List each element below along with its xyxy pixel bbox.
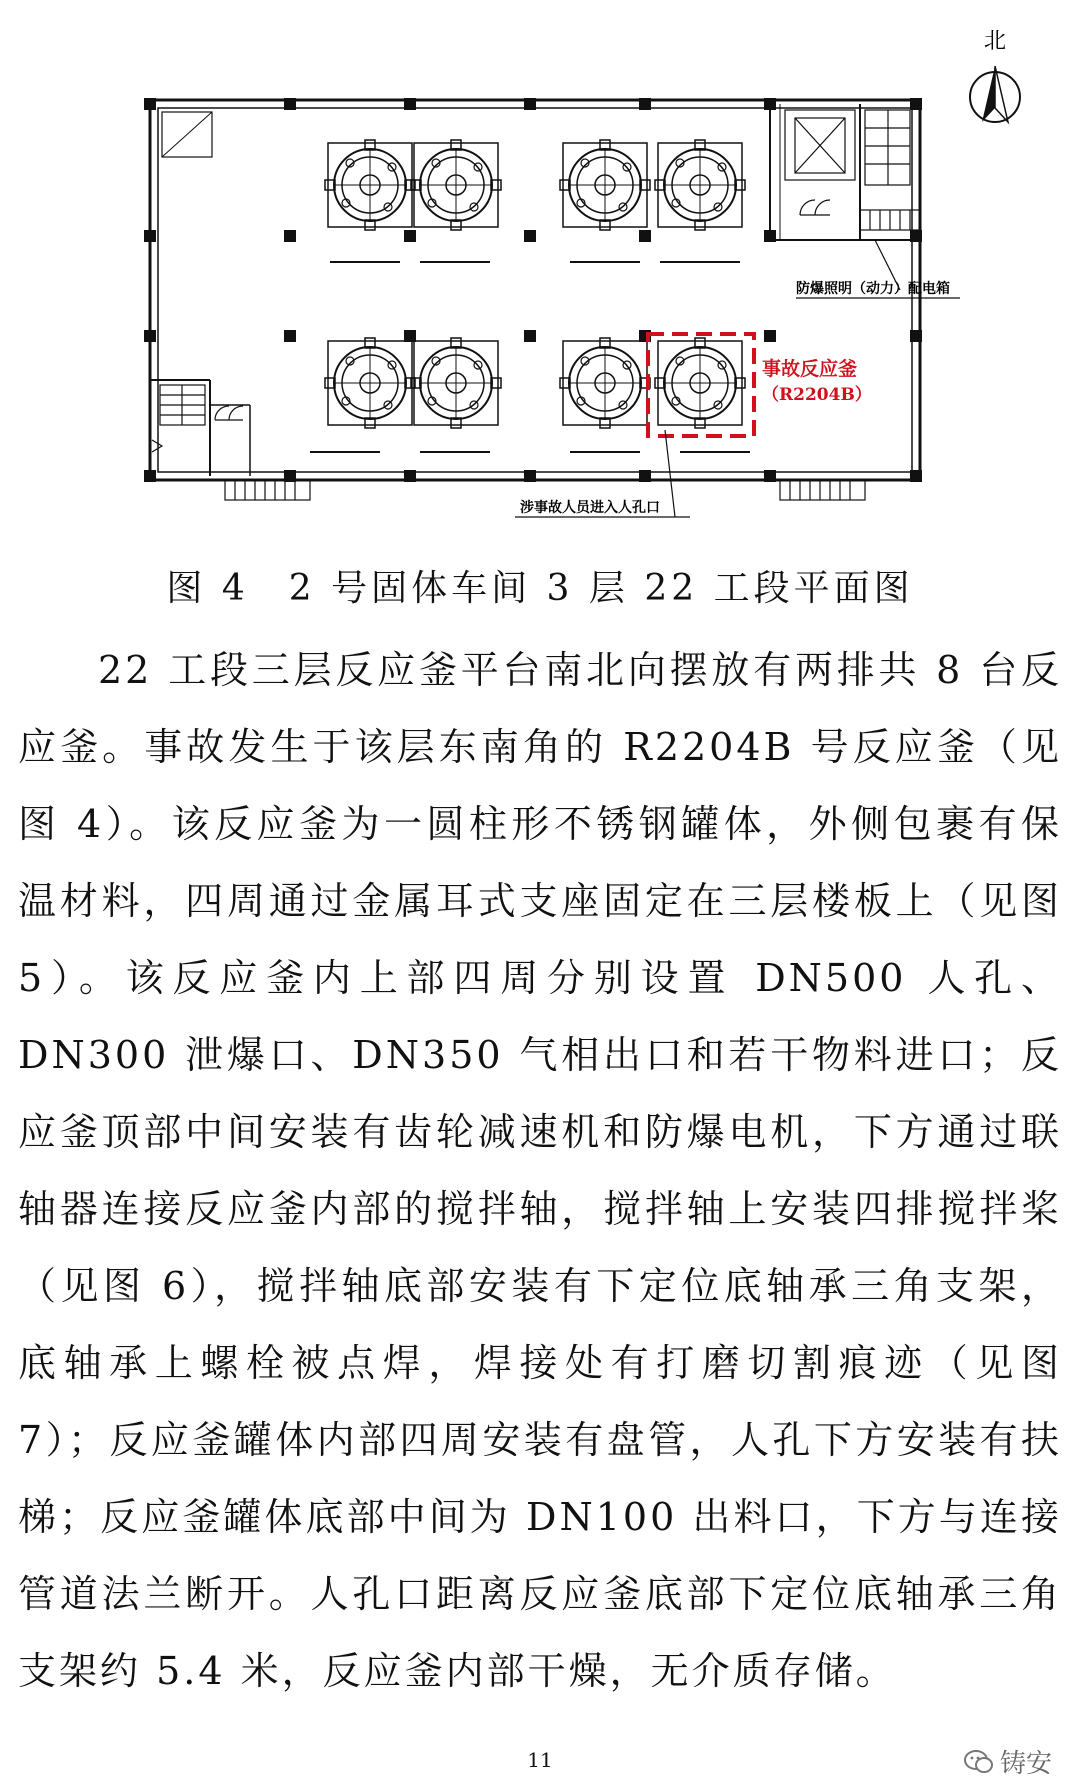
reactor-group [325,140,745,428]
column [910,98,922,110]
column [284,98,296,110]
reactor [325,140,415,230]
wechat-icon [964,1749,994,1775]
column [764,98,776,110]
column [144,330,156,342]
body-text [18,632,1062,1710]
distribution-box-annotation: 防爆照明（动力）配电箱 [796,281,950,297]
column [404,470,416,482]
paragraph: 22 工段三层反应釜平台南北向摆放有两排共 8 台反应釜。事故发生于该层东南角的 R2204B 号反应釜（见图 4）。该反应釜为一圆柱形不锈钢罐体，外侧包裹有保温材料，四周通过金属耳式支座固定在三层楼板上（见图 5）。该反应釜内上部四周分别设置 DN500 人孔、DN300 泄爆口、DN350 气相出口和若干物料进口；反应釜顶部中间安装有齿轮减速机和防爆电机，下方通过联轴器连接反应釜内部的搅拌轴，搅拌轴上安装四排搅拌桨（见图 6），搅拌轴底部安装有下定位底轴承三角支架，底轴承上螺栓被点焊，焊接处有打磨切割痕迹（见图 7）；反应釜罐体内部四周安装有盘管，人孔下方安装有扶梯；反应釜罐体底部中间为 DN100 出料口，下方与连接管道法兰断开。人孔口距离反应釜底部下定位底轴承三角支架约 5.4 米，反应釜内部干燥，无介质存储。 [18,648,1062,1693]
reactor [560,140,650,230]
manhole-annotation: 涉事故人员进入人孔口 [520,500,660,516]
watermark [964,1743,1052,1780]
column [404,98,416,110]
column [764,230,776,242]
platform-lines [310,262,750,452]
column [764,470,776,482]
accident-reactor-label: 事故反应釜 [762,358,858,380]
stair-block-right [785,110,910,215]
column [144,470,156,482]
column [639,230,651,242]
reactor [325,338,415,428]
column [639,470,651,482]
watermark-text: 铸安 [999,1749,1052,1779]
column [524,98,536,110]
floor-plan-figure [0,0,1080,520]
column [910,470,922,482]
column [910,330,922,342]
page-number: 11 [527,1748,553,1772]
reactor [411,338,501,428]
column [404,330,416,342]
reactor [411,140,501,230]
column [284,230,296,242]
column [404,230,416,242]
column [910,230,922,242]
figure-caption: 图 4 2 号固体车间 3 层 22 工段平面图 [166,568,914,609]
column [284,330,296,342]
column [524,230,536,242]
accident-reactor-id: （R2204B） [762,385,872,405]
reactor [560,338,650,428]
column [524,470,536,482]
column [639,98,651,110]
column [524,330,536,342]
stair-block-left [152,385,243,452]
floor-plan-drawing [0,0,1080,520]
reactor [655,140,745,230]
bottom-stairs [225,210,920,500]
north-label: 北 [983,29,1007,54]
column [284,470,296,482]
column [144,230,156,242]
north-arrow-icon [970,29,1020,122]
column [144,98,156,110]
reactor [655,338,745,428]
column [764,330,776,342]
